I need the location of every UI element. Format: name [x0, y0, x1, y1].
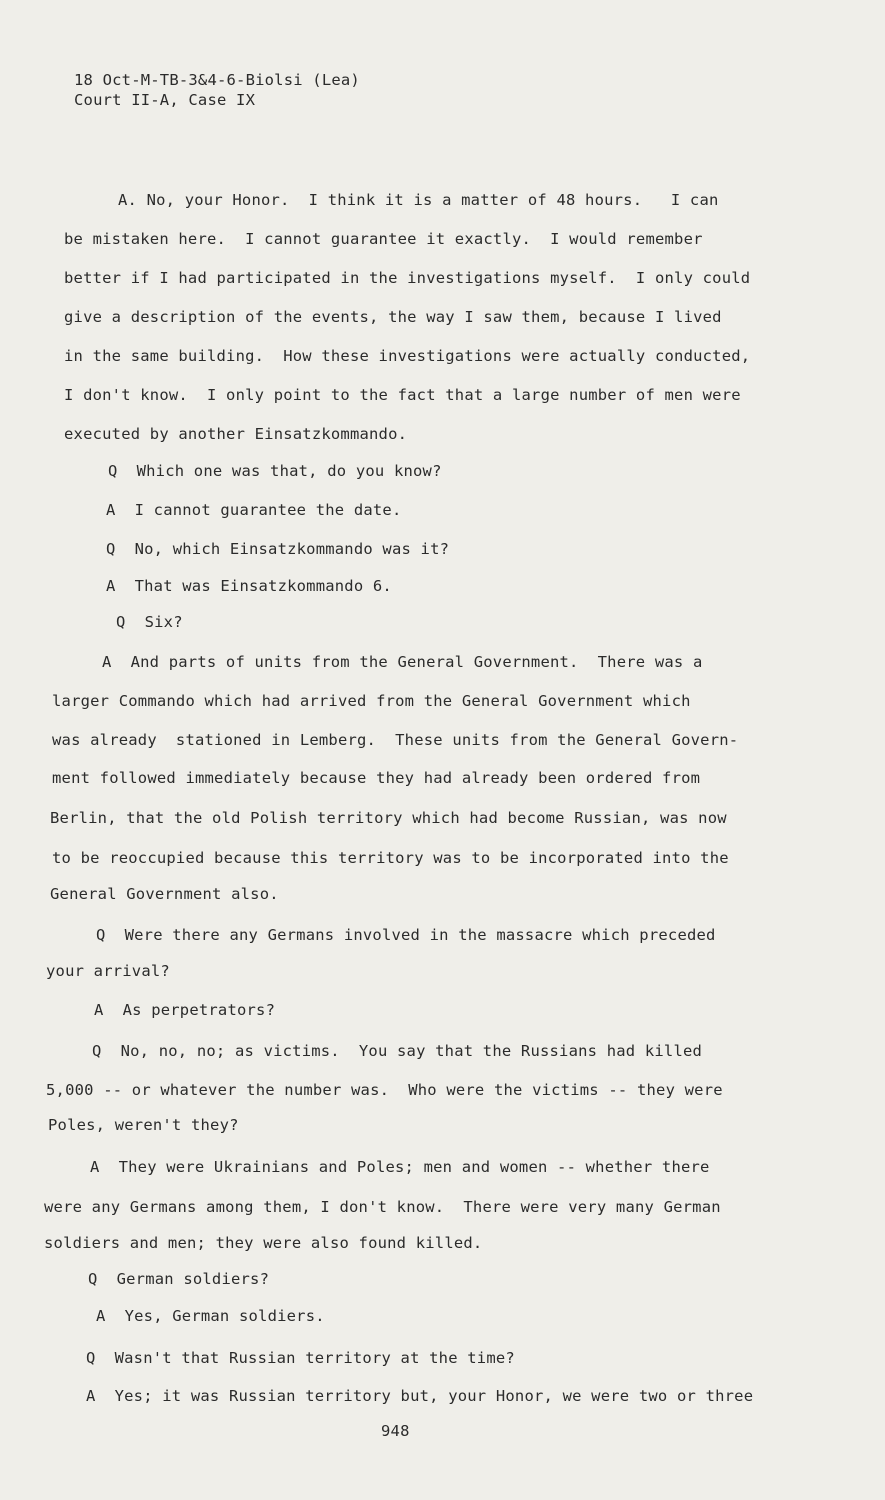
header-line-2: Court II-A, Case IX: [74, 91, 256, 109]
transcript-line: Q Which one was that, do you know?: [108, 462, 442, 480]
transcript-line: I don't know. I only point to the fact that a large number of men were: [64, 386, 741, 404]
transcript-line: were any Germans among them, I don't know. There were very many German: [44, 1198, 721, 1216]
transcript-line: larger Commando which had arrived from the General Government which: [52, 692, 691, 710]
transcript-line: soldiers and men; they were also found killed.: [44, 1234, 483, 1252]
transcript-line: 5,000 -- or whatever the number was. Who were the victims -- they were: [46, 1081, 723, 1099]
transcript-line: Poles, weren't they?: [48, 1116, 239, 1134]
transcript-line: Q German soldiers?: [88, 1270, 270, 1288]
page-number: 948: [381, 1422, 410, 1440]
transcript-line: Q No, no, no; as victims. You say that the Russians had killed: [92, 1042, 703, 1060]
transcript-line: A And parts of units from the General Government. There was a: [102, 653, 703, 671]
transcript-line: A That was Einsatzkommando 6.: [106, 577, 392, 595]
transcript-line: Q No, which Einsatzkommando was it?: [106, 540, 450, 558]
transcript-line: better if I had participated in the investigations myself. I only could: [64, 269, 751, 287]
transcript-line: be mistaken here. I cannot guarantee it exactly. I would remember: [64, 230, 703, 248]
header-line-1: 18 Oct-M-TB-3&4-6-Biolsi (Lea): [74, 71, 360, 89]
transcript-line: Q Wasn't that Russian territory at the time?: [86, 1349, 515, 1367]
transcript-line: Q Six?: [116, 613, 183, 631]
transcript-line: A Yes; it was Russian territory but, your Honor, we were two or three: [86, 1387, 754, 1405]
transcript-line: A As perpetrators?: [94, 1001, 276, 1019]
transcript-line: to be reoccupied because this territory was to be incorporated into the: [52, 849, 729, 867]
transcript-line: your arrival?: [46, 962, 170, 980]
transcript-line: A I cannot guarantee the date.: [106, 501, 402, 519]
transcript-line: A. No, your Honor. I think it is a matter of 48 hours. I can: [118, 191, 719, 209]
transcript-line: give a description of the events, the way I saw them, because I lived: [64, 308, 722, 326]
transcript-line: A They were Ukrainians and Poles; men and women -- whether there: [90, 1158, 710, 1176]
transcript-line: A Yes, German soldiers.: [96, 1307, 325, 1325]
transcript-line: in the same building. How these investigations were actually conducted,: [64, 347, 751, 365]
transcript-line: General Government also.: [50, 885, 279, 903]
transcript-line: Berlin, that the old Polish territory which had become Russian, was now: [50, 809, 727, 827]
transcript-line: Q Were there any Germans involved in the massacre which preceded: [96, 926, 716, 944]
transcript-line: executed by another Einsatzkommando.: [64, 425, 408, 443]
transcript-line: was already stationed in Lemberg. These units from the General Govern-: [52, 731, 739, 749]
transcript-line: ment followed immediately because they had already been ordered from: [52, 769, 701, 787]
